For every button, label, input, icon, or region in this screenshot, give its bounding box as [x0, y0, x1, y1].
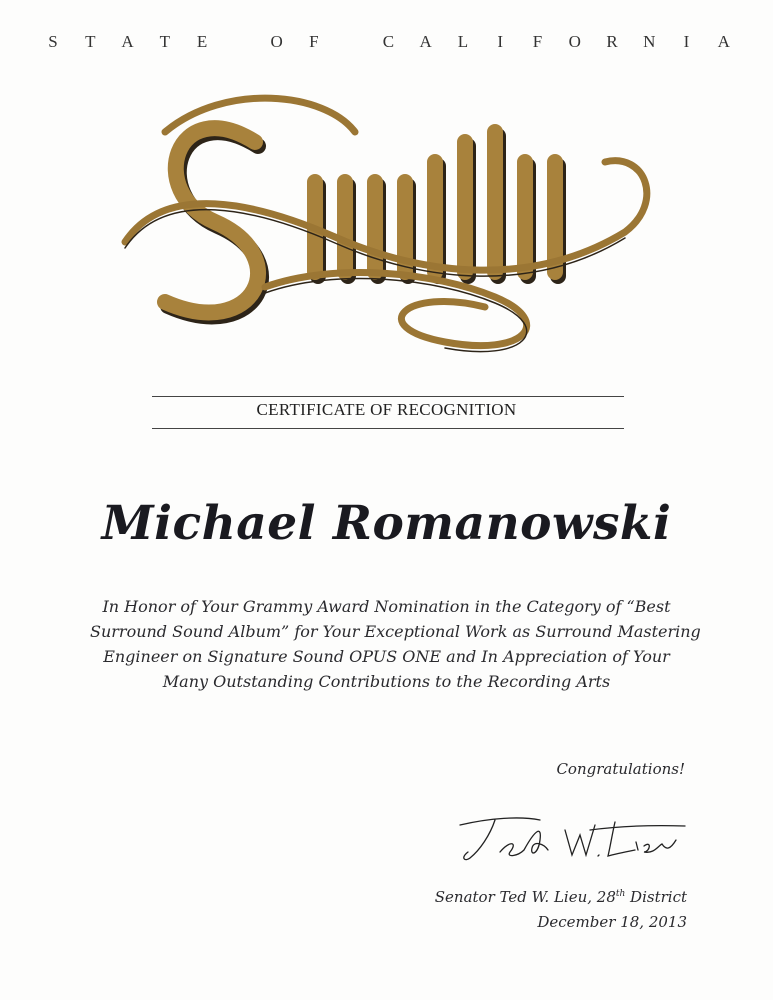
recipient-name: Michael Romanowski [101, 496, 672, 551]
state-of-california-header [0, 32, 773, 52]
top-rule [152, 396, 624, 397]
header-letter: E [196, 32, 208, 51]
header-letter: A [419, 32, 432, 51]
certificate-title: CERTIFICATE OF RECOGNITION [256, 400, 517, 419]
header-letter: A [717, 32, 730, 51]
header-letter: T [85, 32, 96, 51]
header-letter: R [606, 32, 618, 51]
header-letter: C [382, 32, 395, 51]
header-letter: F [309, 32, 319, 51]
signer-block [435, 882, 687, 935]
header-letter: I [497, 32, 504, 51]
citation-line: In Honor of Your Grammy Award Nomination in the Category of “Best [102, 597, 671, 616]
senate-seal-logo [105, 72, 670, 372]
handwritten-signature [440, 810, 690, 870]
header-letter: A [121, 32, 134, 51]
header-letter: O [270, 32, 283, 51]
header-letter [342, 32, 360, 52]
header-letter: O [568, 32, 581, 51]
header-letter: N [643, 32, 656, 51]
header-letter: T [159, 32, 170, 51]
bottom-rule [152, 428, 624, 429]
header-letter: F [532, 32, 543, 51]
header-letter: L [457, 32, 469, 51]
header-letter: I [683, 32, 690, 51]
citation-line: Surround Sound Album” for Your Exceptional Work as Surround Mastering [90, 622, 701, 641]
citation-line: Many Outstanding Contributions to the Recording Arts [162, 672, 611, 691]
citation-line: Engineer on Signature Sound OPUS ONE and In Appreciation of Your [103, 647, 670, 666]
header-letter: S [48, 32, 58, 51]
ordinal-suffix: th [615, 889, 626, 899]
signature-date: December 18, 2013 [537, 913, 687, 931]
citation-text [90, 594, 701, 694]
closing-text: Congratulations! [556, 760, 685, 778]
header-letter [230, 32, 248, 52]
signer-name: Senator Ted W. Lieu, 28th District [434, 888, 687, 906]
